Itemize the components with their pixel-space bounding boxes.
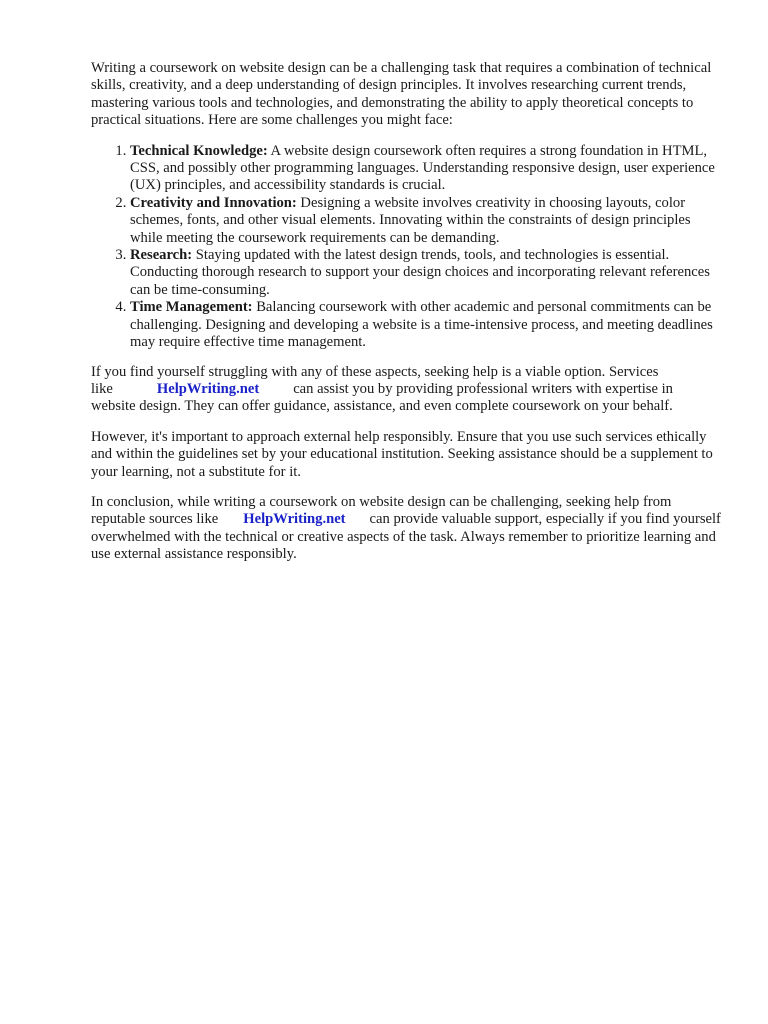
conclusion-paragraph — [91, 494, 721, 564]
challenge-text: A website design coursework often requires a strong foundation in HTML, CSS, and possibly other programming languages. Understanding responsive design, user experience (UX) principles, and accessibility standards is crucial. — [130, 142, 715, 194]
challenge-term: Research: — [130, 247, 193, 264]
help-text-before: If you find yourself struggling with any of these aspects, seeking help is a viable option. Services like — [91, 363, 659, 397]
challenge-term: Time Management: — [130, 299, 253, 316]
responsibility-paragraph: However, it's important to approach external help responsibly. Ensure that you use such services ethically and within the guidelines set by your educational institution. Seeking assistance should be a supplement to your learning, not a substitute for it. — [91, 428, 713, 480]
helpwriting-link[interactable]: HelpWriting.net — [156, 380, 260, 397]
helpwriting-link[interactable]: HelpWriting.net — [243, 511, 346, 528]
challenge-text: Staying updated with the latest design trends, tools, and technologies is essential. Conducting thorough research to support your design choices and incorporating relevant references can be time-consuming. — [130, 247, 710, 298]
challenge-text: Balancing coursework with other academic and personal commitments can be challenging. Designing and developing a website is a time-intensive process, and meeting deadlines may require effective time management. — [130, 299, 713, 351]
challenge-term: Technical Knowledge: — [130, 142, 268, 159]
list-item — [130, 299, 721, 351]
list-item — [130, 195, 721, 247]
list-item — [130, 247, 721, 299]
challenges-list — [91, 143, 721, 352]
challenge-term: Creativity and Innovation: — [130, 194, 297, 211]
list-item — [130, 143, 721, 195]
help-paragraph — [91, 364, 721, 416]
challenge-text: Designing a website involves creativity in choosing layouts, color schemes, fonts, and other visual elements. Innovating within the constraints of design principles while meeting the coursework requirements can be demanding. — [130, 194, 691, 246]
help-text-after: can assist you by providing professional writers with expertise in website design. They can offer guidance, assistance, and even complete coursework on your behalf. — [91, 380, 673, 415]
conclusion-text-before: In conclusion, while writing a coursework on website design can be challenging, seeking help from reputable sources like — [91, 493, 672, 528]
conclusion-text-after: can provide valuable support, especially if you find yourself overwhelmed with the technical or creative aspects of the task. Always remember to prioritize learning and use external assistance responsibly. — [91, 511, 721, 563]
intro-paragraph: Writing a coursework on website design can be a challenging task that requires a combination of technical skills, creativity, and a deep understanding of design principles. It involves researching current trends, mastering various tools and technologies, and demonstrating the ability to apply theoretical concepts to practical situations. Here are some challenges you might face: — [91, 60, 712, 129]
document-page — [91, 60, 721, 577]
